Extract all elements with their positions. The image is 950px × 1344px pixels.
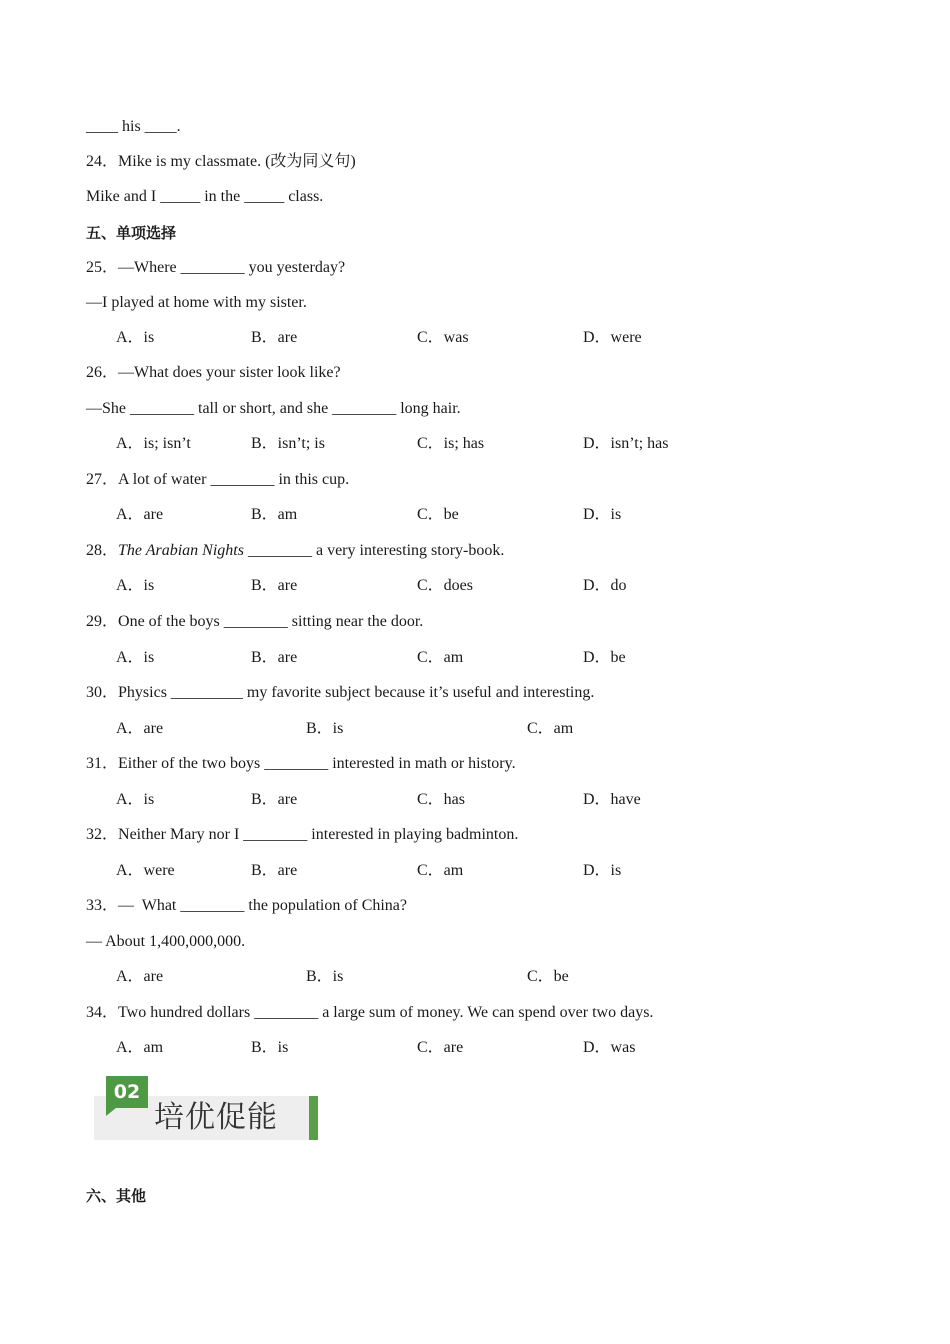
question-29	[86, 612, 423, 632]
option-b[interactable]: B．are	[251, 649, 298, 666]
option-c[interactable]: C．be	[527, 968, 569, 985]
question-30	[86, 683, 594, 703]
option-c[interactable]: C．am	[417, 649, 464, 666]
option-c[interactable]: C．was	[417, 329, 469, 346]
section-heading-6: 六、其他	[86, 1187, 147, 1205]
section-banner	[94, 1076, 320, 1142]
option-b[interactable]: B．are	[251, 862, 298, 879]
option-b[interactable]: B．is	[251, 1039, 289, 1056]
option-a[interactable]: A．is	[116, 791, 155, 808]
question-26	[86, 363, 341, 383]
question-31	[86, 754, 516, 774]
option-d[interactable]: D．have	[583, 791, 641, 808]
option-a[interactable]: A．is	[116, 649, 155, 666]
question-number: 30．	[86, 684, 119, 701]
option-c[interactable]: C．is; has	[417, 435, 485, 452]
option-b[interactable]: B．is	[306, 720, 344, 737]
question-number: 33．	[86, 897, 119, 914]
option-c[interactable]: C．am	[527, 720, 574, 737]
question-25	[86, 258, 345, 278]
option-d[interactable]: D．is	[583, 862, 622, 879]
question-number: 31．	[86, 755, 119, 772]
option-a[interactable]: A．is; isn’t	[116, 435, 191, 452]
option-b[interactable]: B．am	[251, 506, 298, 523]
option-a[interactable]: A．am	[116, 1039, 164, 1056]
banner-accent-bar	[309, 1096, 318, 1140]
question-stem: Two hundred dollars ________ a large sum of money. We can spend over two days.	[118, 1004, 654, 1021]
option-d[interactable]: D．is	[583, 506, 622, 523]
option-a[interactable]: A．were	[116, 862, 175, 879]
option-d[interactable]: D．were	[583, 329, 642, 346]
option-c[interactable]: C．are	[417, 1039, 464, 1056]
question-24-answer-line: Mike and I _____ in the _____ class.	[86, 188, 324, 205]
question-stem: One of the boys ________ sitting near the door.	[118, 613, 424, 630]
option-d[interactable]: D．isn’t; has	[583, 435, 669, 452]
option-c[interactable]: C．am	[417, 862, 464, 879]
option-b[interactable]: B．is	[306, 968, 344, 985]
question-stem: A lot of water ________ in this cup.	[118, 471, 350, 488]
option-a[interactable]: A．is	[116, 577, 155, 594]
option-c[interactable]: C．has	[417, 791, 466, 808]
option-b[interactable]: B．isn’t; is	[251, 435, 325, 452]
option-d[interactable]: D．be	[583, 649, 626, 666]
question-28	[86, 541, 504, 561]
option-a[interactable]: A．are	[116, 968, 164, 985]
question-number: 29．	[86, 613, 119, 630]
section-heading-5: 五、单项选择	[86, 224, 177, 242]
question-33-reply: — About 1,400,000,000.	[86, 933, 246, 950]
book-title: The Arabian Nights	[118, 542, 244, 559]
question-26-reply: —She ________ tall or short, and she ________ long hair.	[86, 400, 461, 417]
question-number: 34．	[86, 1004, 119, 1021]
question-32	[86, 825, 518, 845]
question-stem: Physics _________ my favorite subject because it’s useful and interesting.	[118, 684, 595, 701]
option-c[interactable]: C．does	[417, 577, 474, 594]
question-stem: — What ________ the population of China?	[118, 897, 408, 914]
option-a[interactable]: A．is	[116, 329, 155, 346]
option-c[interactable]: C．be	[417, 506, 459, 523]
question-prompt: Mike is my classmate. (改为同义句)	[118, 153, 356, 170]
q23-answer-tail: ____ his ____.	[86, 118, 181, 135]
banner-badge: 02	[106, 1076, 148, 1108]
question-number: 28．	[86, 542, 119, 559]
question-number: 25．	[86, 259, 119, 276]
question-number: 24．	[86, 153, 119, 170]
option-b[interactable]: B．are	[251, 577, 298, 594]
question-34	[86, 1003, 653, 1023]
question-stem: Neither Mary nor I ________ interested in playing badminton.	[118, 826, 519, 843]
banner-title: 培优促能	[154, 1100, 278, 1135]
question-stem: —Where ________ you yesterday?	[118, 259, 346, 276]
question-stem: ________ a very interesting story-book.	[243, 542, 505, 559]
option-d[interactable]: D．do	[583, 577, 627, 594]
question-number: 27．	[86, 471, 119, 488]
question-number: 32．	[86, 826, 119, 843]
question-stem: Either of the two boys ________ interested in math or history.	[118, 755, 516, 772]
option-b[interactable]: B．are	[251, 329, 298, 346]
option-a[interactable]: A．are	[116, 720, 164, 737]
badge-tail-icon	[106, 1108, 116, 1116]
option-a[interactable]: A．are	[116, 506, 164, 523]
question-stem: —What does your sister look like?	[118, 364, 341, 381]
option-b[interactable]: B．are	[251, 791, 298, 808]
question-24	[86, 152, 356, 172]
question-33	[86, 896, 407, 916]
question-number: 26．	[86, 364, 119, 381]
option-d[interactable]: D．was	[583, 1039, 636, 1056]
question-25-reply: —I played at home with my sister.	[86, 294, 307, 311]
question-27	[86, 470, 349, 490]
